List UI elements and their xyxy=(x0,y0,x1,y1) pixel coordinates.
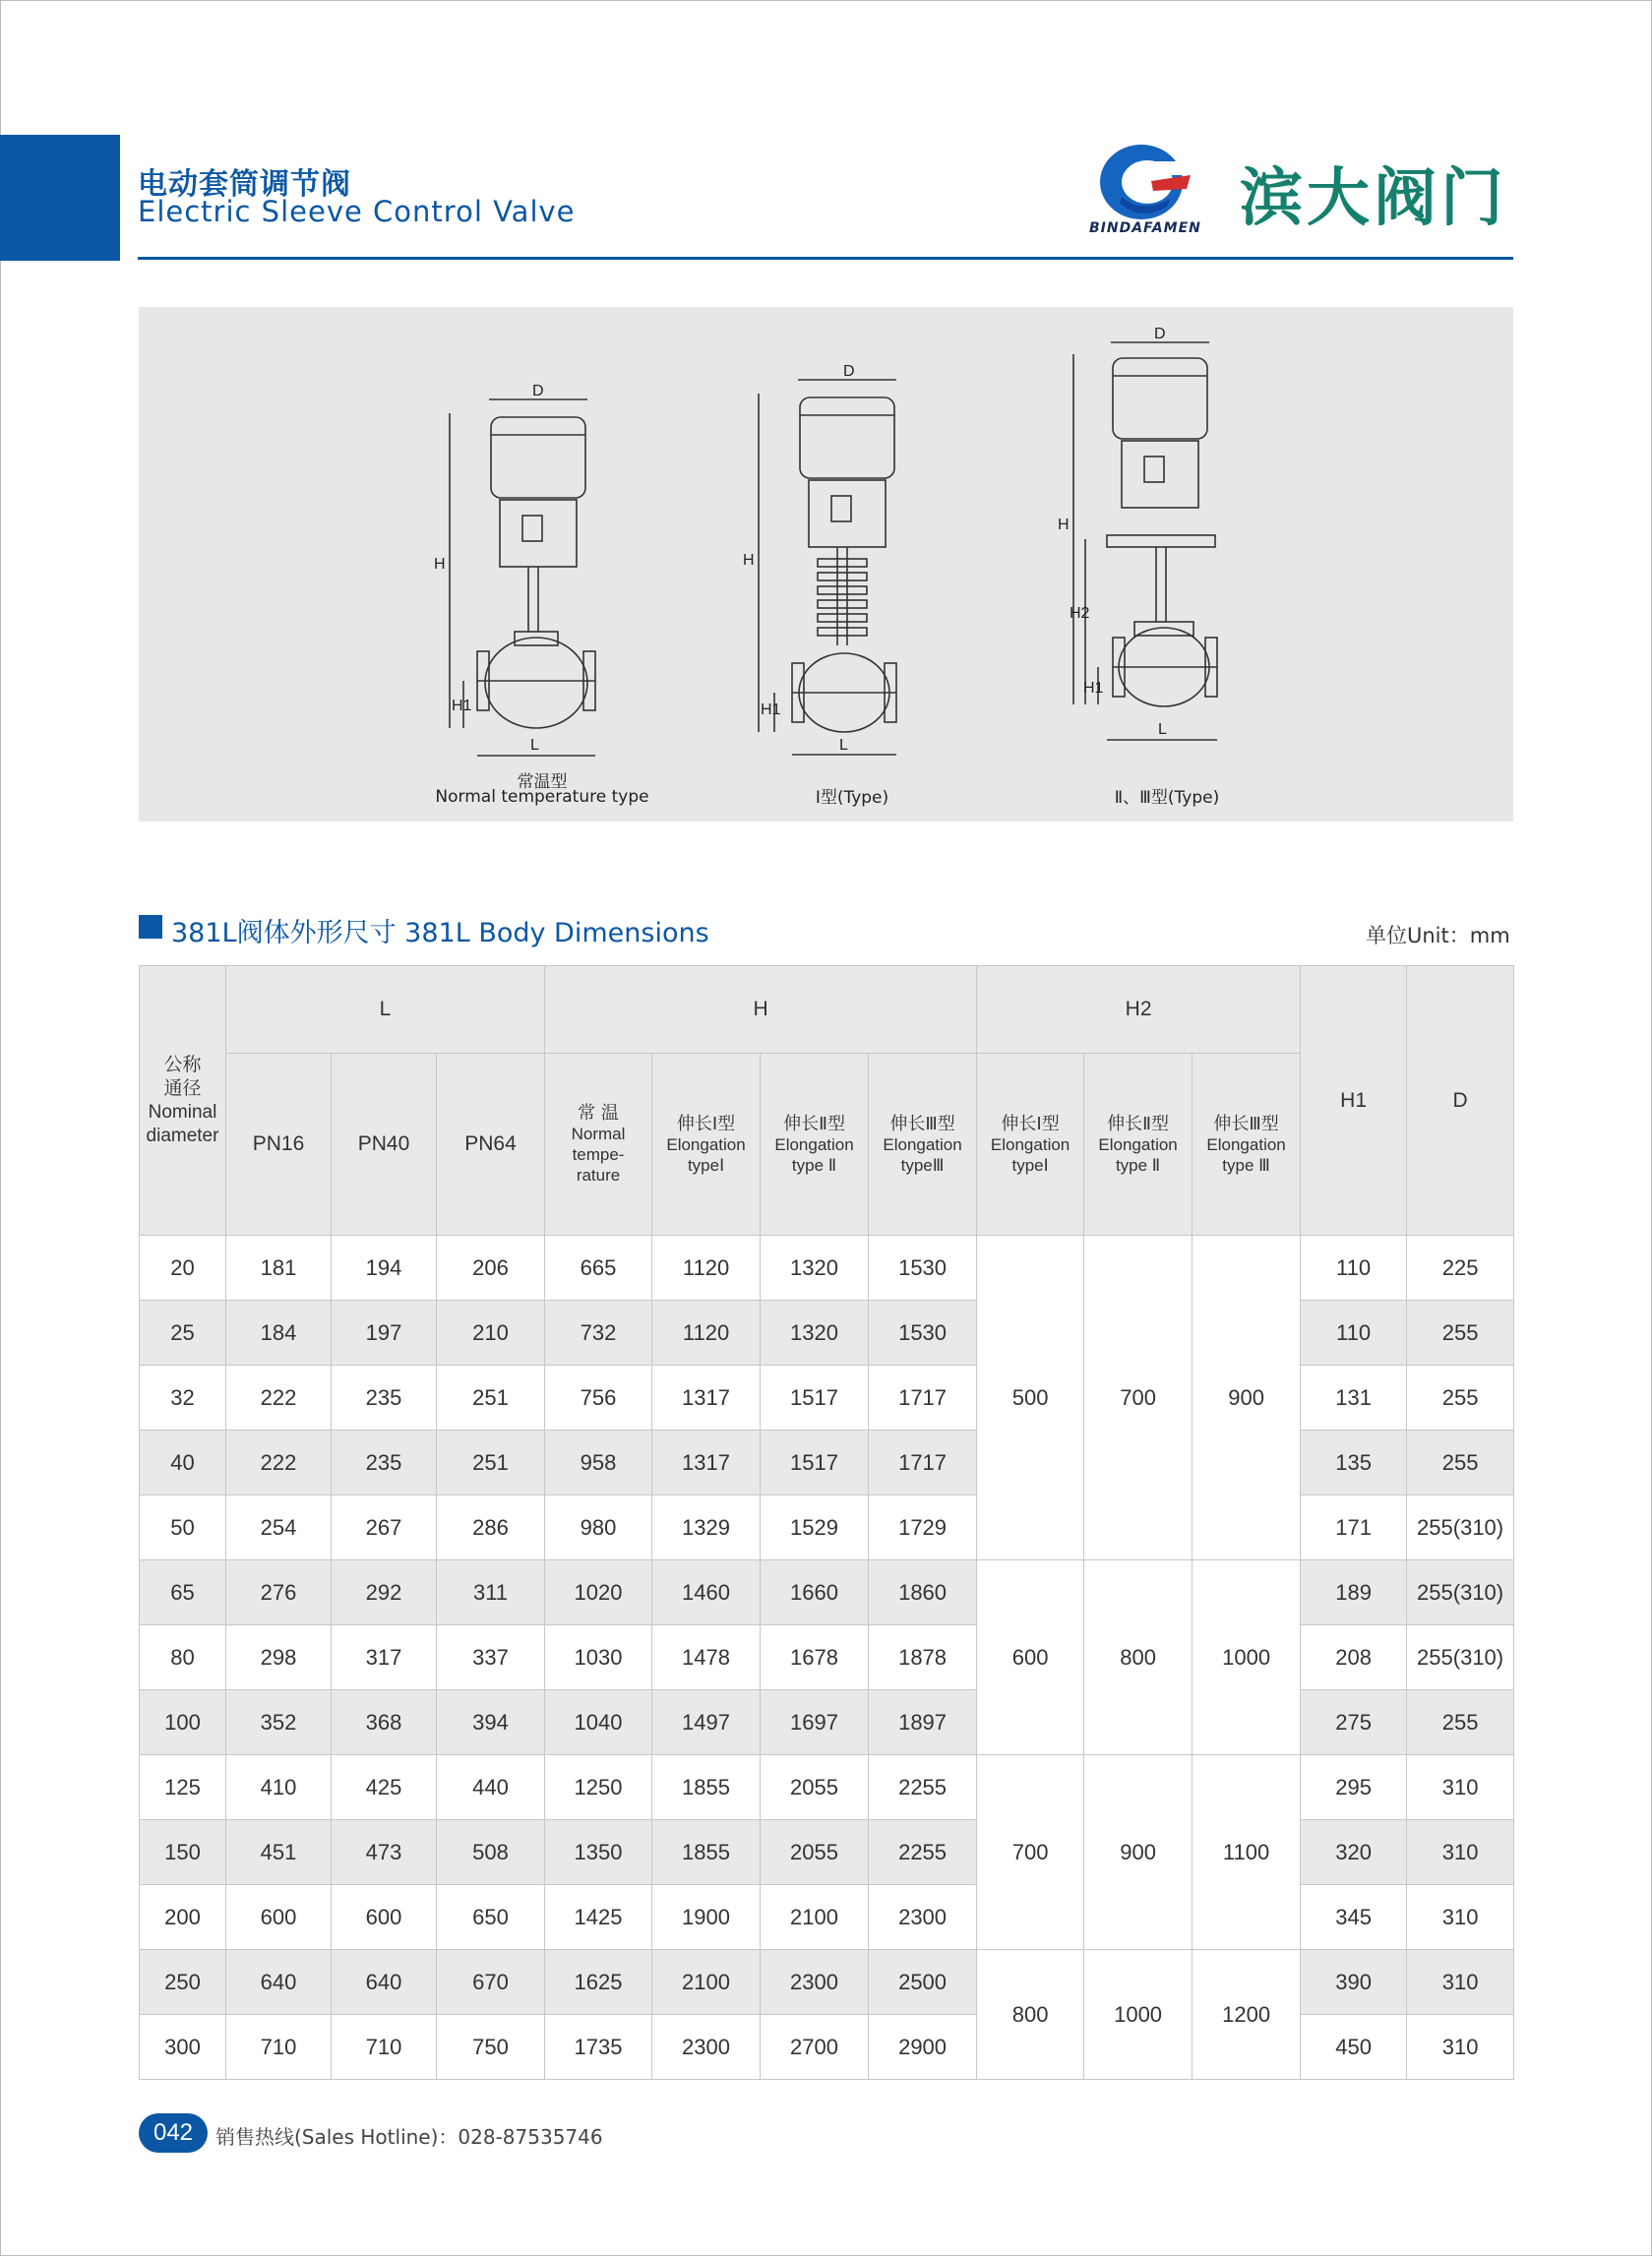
table-row: 250 640 640 670 1625 2100 2300 2500 800 1000 1200 390 310 xyxy=(140,1950,1514,2015)
table-row: 125 410 425 440 1250 1855 2055 2255 700 900 1100 295 310 xyxy=(140,1755,1514,1820)
h2-group-3-type2: 900 xyxy=(1084,1755,1193,1950)
header-h-type2: 伸长Ⅱ型 Elongation type Ⅱ xyxy=(761,1054,869,1236)
dim-L-2: L xyxy=(839,737,848,754)
header-H2: H2 xyxy=(977,966,1301,1054)
dim-H1-1: H1 xyxy=(452,698,472,714)
header-pn16: PN16 xyxy=(226,1054,332,1236)
header-h2-type2: 伸长Ⅱ型 Elongation type Ⅱ xyxy=(1084,1054,1193,1236)
table-row: 200 600 600 650 1425 1900 2100 2300 345 310 xyxy=(140,1885,1514,1950)
dim-H1-3: H1 xyxy=(1083,680,1104,697)
header-pn40: PN40 xyxy=(332,1054,437,1236)
valve-drawings xyxy=(139,307,1513,822)
dim-D-2: D xyxy=(843,363,855,380)
page-number: 042 xyxy=(139,2113,208,2153)
header-h2-type3: 伸长Ⅲ型 Elongation type Ⅲ xyxy=(1193,1054,1301,1236)
h2-group-4-type3: 1200 xyxy=(1193,1950,1301,2080)
dimensions-table xyxy=(139,965,1514,2080)
diagram-label-type23: Ⅱ、Ⅲ型(Type) xyxy=(1114,788,1220,808)
page-title-cn: 电动套筒调节阀 xyxy=(138,167,351,202)
table-row: 80 298 317 337 1030 1478 1678 1878 208 255(310) xyxy=(140,1625,1514,1690)
dim-H1-2: H1 xyxy=(761,701,781,718)
h2-group-3-type1: 700 xyxy=(977,1755,1084,1950)
h2-group-1-type1: 500 xyxy=(977,1236,1084,1560)
dim-H-1: H xyxy=(434,556,446,573)
table-row: 150 451 473 508 1350 1855 2055 2255 320 310 xyxy=(140,1820,1514,1885)
h2-group-2-type3: 1000 xyxy=(1193,1560,1301,1755)
table-row: 40 222 235 251 958 1317 1517 1717 135 255 xyxy=(140,1431,1514,1495)
header-divider xyxy=(138,257,1513,260)
sales-hotline: 销售热线(Sales Hotline)：028-87535746 xyxy=(215,2125,603,2149)
header-H1: H1 xyxy=(1301,966,1407,1236)
header-D: D xyxy=(1407,966,1514,1236)
valve-diagram-panel xyxy=(139,307,1513,822)
header-pn64: PN64 xyxy=(437,1054,545,1236)
h2-group-4-type2: 1000 xyxy=(1084,1950,1193,2080)
header-h-type3: 伸长Ⅲ型 Elongation typeⅢ xyxy=(869,1054,977,1236)
h2-group-1-type3: 900 xyxy=(1193,1236,1301,1560)
header-h-normal: 常 温 Normal tempe- rature xyxy=(545,1054,652,1236)
unit-label: 单位Unit：mm xyxy=(1366,924,1510,947)
header-h-type1: 伸长Ⅰ型 Elongation typeⅠ xyxy=(652,1054,761,1236)
dim-H2-3: H2 xyxy=(1070,605,1090,622)
table-row: 100 352 368 394 1040 1497 1697 1897 275 255 xyxy=(140,1690,1514,1755)
table-row: 20 181 194 206 665 1120 1320 1530 500 700 900 110 225 xyxy=(140,1236,1514,1301)
diagram-label-normal-en: Normal temperature type xyxy=(435,787,649,807)
dim-L-1: L xyxy=(530,737,539,754)
h2-group-3-type3: 1100 xyxy=(1193,1755,1301,1950)
h2-group-2-type1: 600 xyxy=(977,1560,1084,1755)
header-H: H xyxy=(545,966,977,1054)
table-row: 65 276 292 311 1020 1460 1660 1860 600 800 1000 189 255(310) xyxy=(140,1560,1514,1625)
h2-group-4-type1: 800 xyxy=(977,1950,1084,2080)
diagram-label-normal-cn: 常温型 xyxy=(517,772,568,792)
dim-D-3: D xyxy=(1154,326,1166,342)
section-title: 381L阀体外形尺寸 381L Body Dimensions xyxy=(171,918,709,948)
table-row: 32 222 235 251 756 1317 1517 1717 131 255 xyxy=(140,1366,1514,1431)
brand-name: 滨大阀门 xyxy=(1240,162,1507,235)
drawing-type-1 xyxy=(759,380,896,755)
header-accent-tab xyxy=(0,135,120,261)
logo-text: BINDAFAMEN xyxy=(1089,220,1201,236)
dim-H-3: H xyxy=(1058,517,1070,533)
dim-L-3: L xyxy=(1158,721,1167,738)
h2-group-2-type2: 800 xyxy=(1084,1560,1193,1755)
diagram-label-type1: Ⅰ型(Type) xyxy=(815,788,889,808)
table-row: 50 254 267 286 980 1329 1529 1729 171 255(310) xyxy=(140,1495,1514,1560)
page-title-en: Electric Sleeve Control Valve xyxy=(138,195,576,228)
section-marker xyxy=(139,915,162,939)
dim-D-1: D xyxy=(532,383,544,399)
h2-group-1-type2: 700 xyxy=(1084,1236,1193,1560)
header-L: L xyxy=(226,966,545,1054)
table-row: 300 710 710 750 1735 2300 2700 2900 450 310 xyxy=(140,2015,1514,2080)
header-nominal-diameter: 公称 通径 Nominal diameter xyxy=(140,966,226,1236)
dim-H-2: H xyxy=(743,552,755,569)
header-h2-type1: 伸长Ⅰ型 Elongation typeⅠ xyxy=(977,1054,1084,1236)
table-row: 25 184 197 210 732 1120 1320 1530 110 255 xyxy=(140,1301,1514,1366)
